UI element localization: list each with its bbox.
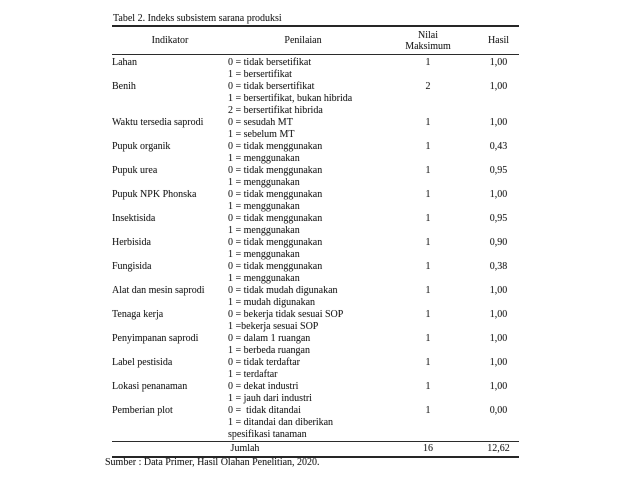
penilaian-cell (228, 237, 378, 261)
table-row (112, 189, 519, 213)
hasil-cell: 1,00 (489, 285, 508, 296)
penilaian-line: 1 = mudah digunakan (228, 297, 316, 308)
table-row (112, 381, 519, 405)
penilaian-line: spesifikasi tanaman (228, 429, 307, 440)
penilaian-line: 0 = tidak mudah digunakan (228, 285, 338, 296)
penilaian-cell (228, 357, 378, 381)
hasil-cell: 1,00 (489, 333, 508, 344)
indikator-cell: Label pestisida (112, 357, 173, 368)
penilaian-line: 0 = tidak menggunakan (228, 237, 323, 248)
penilaian-line: 1 = ditandai dan diberikan (228, 417, 334, 428)
penilaian-line: 1 = bersertifikat, bukan hibrida (228, 93, 353, 104)
penilaian-line: 0 = tidak menggunakan (228, 165, 323, 176)
penilaian-line: 0 = tidak menggunakan (228, 189, 323, 200)
hasil-cell: 0,90 (489, 237, 508, 248)
table-row (112, 261, 519, 285)
col-header-indikator: Indikator (112, 26, 228, 55)
indikator-cell: Pupuk urea (112, 165, 158, 176)
table-caption: Tabel 2. Indeks subsistem sarana produksi (113, 13, 282, 24)
hasil-cell: 1,00 (489, 309, 508, 320)
nilai-maksimum-cell: 1 (425, 189, 431, 200)
indikator-cell: Fungisida (112, 261, 152, 272)
penilaian-line: 0 = dalam 1 ruangan (228, 333, 311, 344)
table-footer (112, 442, 519, 458)
penilaian-line: 0 = tidak menggunakan (228, 261, 323, 272)
hasil-cell: 1,00 (489, 381, 508, 392)
penilaian-line: 0 = bekerja tidak sesuai SOP (228, 309, 344, 320)
penilaian-cell (228, 309, 378, 333)
nilai-maksimum-cell: 1 (425, 333, 431, 344)
penilaian-line: 2 = bersertifikat hibrida (228, 105, 323, 116)
nilai-maksimum-cell: 1 (425, 405, 431, 416)
nilai-maksimum-cell: 1 (425, 309, 431, 320)
hasil-cell: 1,00 (489, 117, 508, 128)
table-row (112, 165, 519, 189)
penilaian-line: 0 = sesudah MT (228, 117, 293, 128)
hasil-cell: 1,00 (489, 357, 508, 368)
penilaian-line: 1 = terdaftar (228, 369, 278, 380)
indikator-cell: Benih (112, 81, 136, 92)
col-header-hasil: Hasil (478, 26, 519, 55)
indikator-cell: Lahan (112, 57, 137, 68)
table-row (112, 117, 519, 141)
source-note: Sumber : Data Primer, Hasil Olahan Penelitian, 2020. (105, 457, 320, 468)
hasil-cell: 0,43 (489, 141, 508, 152)
table-row (112, 141, 519, 165)
header-row (112, 26, 519, 55)
penilaian-line: 1 = menggunakan (228, 201, 300, 212)
table-row (112, 55, 519, 82)
penilaian-line: 1 = sebelum MT (228, 129, 295, 140)
indikator-cell: Tenaga kerja (112, 309, 164, 320)
indikator-cell: Penyimpanan saprodi (112, 333, 199, 344)
nilai-maksimum-cell: 1 (425, 261, 431, 272)
nilai-maksimum-cell: 1 (425, 213, 431, 224)
hasil-cell: 1,00 (489, 81, 508, 92)
penilaian-line: 1 = bersertifikat (228, 69, 292, 80)
table-header (112, 26, 519, 55)
total-nilai-maksimum: 16 (378, 442, 478, 458)
indikator-cell: Alat dan mesin saprodi (112, 285, 205, 296)
penilaian-line: 1 =bekerja sesuai SOP (228, 321, 319, 332)
table-row (112, 333, 519, 357)
penilaian-cell (228, 213, 378, 237)
table-row (112, 309, 519, 333)
penilaian-cell (228, 165, 378, 189)
penilaian-line: 1 = menggunakan (228, 249, 300, 260)
hasil-cell: 0,95 (489, 213, 508, 224)
col-header-nilai-maksimum (378, 26, 478, 55)
penilaian-cell (228, 117, 378, 141)
nilai-maksimum-cell: 2 (425, 81, 431, 92)
total-hasil: 12,62 (478, 442, 519, 458)
table-row (112, 285, 519, 309)
penilaian-line: 0 = dekat industri (228, 381, 299, 392)
penilaian-line: 0 = tidak menggunakan (228, 213, 323, 224)
indikator-cell: Pemberian plot (112, 405, 173, 416)
hasil-cell: 1,00 (489, 189, 508, 200)
penilaian-cell (228, 141, 378, 165)
penilaian-line: 1 = jauh dari industri (228, 393, 312, 404)
penilaian-line: 0 = tidak bersetifikat (228, 57, 312, 68)
table-row (112, 405, 519, 442)
nilai-maksimum-cell: 1 (425, 381, 431, 392)
table-body (112, 55, 519, 442)
penilaian-cell (228, 333, 378, 357)
penilaian-line: 1 = menggunakan (228, 225, 300, 236)
nilai-maksimum-cell: 1 (425, 357, 431, 368)
nilai-maksimum-cell: 1 (425, 141, 431, 152)
penilaian-line: 0 = tidak terdaftar (228, 357, 300, 368)
indikator-cell: Herbisida (112, 237, 151, 248)
col-header-nilai-maksimum-text: Nilai Maksimum (405, 29, 451, 52)
penilaian-line: 0 = tidak bersertifikat (228, 81, 315, 92)
indikator-cell: Insektisida (112, 213, 156, 224)
penilaian-cell (228, 81, 378, 117)
penilaian-cell (228, 189, 378, 213)
penilaian-line: 1 = menggunakan (228, 273, 300, 284)
nilai-maksimum-cell: 1 (425, 237, 431, 248)
col-header-penilaian: Penilaian (228, 26, 378, 55)
table-row (112, 213, 519, 237)
penilaian-line: 1 = berbeda ruangan (228, 345, 310, 356)
hasil-cell: 0,95 (489, 165, 508, 176)
penilaian-line: 0 = tidak menggunakan (228, 141, 323, 152)
penilaian-cell (228, 261, 378, 285)
indikator-cell: Lokasi penanaman (112, 381, 188, 392)
indikator-cell: Waktu tersedia saprodi (112, 117, 204, 128)
penilaian-line: 1 = menggunakan (228, 153, 300, 164)
total-label: Jumlah (112, 442, 378, 458)
nilai-maksimum-cell: 1 (425, 117, 431, 128)
penilaian-line: 1 = menggunakan (228, 177, 300, 188)
penilaian-line: 0 = tidak ditandai (228, 405, 301, 416)
indikator-cell: Pupuk NPK Phonska (112, 189, 197, 200)
table-row (112, 237, 519, 261)
hasil-cell: 0,38 (489, 261, 508, 272)
penilaian-cell (228, 405, 378, 442)
hasil-cell: 1,00 (489, 57, 508, 68)
data-table (112, 25, 519, 458)
penilaian-cell (228, 55, 378, 82)
penilaian-cell (228, 285, 378, 309)
total-row (112, 442, 519, 458)
table-row (112, 357, 519, 381)
indikator-cell: Pupuk organik (112, 141, 171, 152)
hasil-cell: 0,00 (489, 405, 508, 416)
nilai-maksimum-cell: 1 (425, 165, 431, 176)
penilaian-cell (228, 381, 378, 405)
table-row (112, 81, 519, 117)
nilai-maksimum-cell: 1 (425, 285, 431, 296)
nilai-maksimum-cell: 1 (425, 57, 431, 68)
